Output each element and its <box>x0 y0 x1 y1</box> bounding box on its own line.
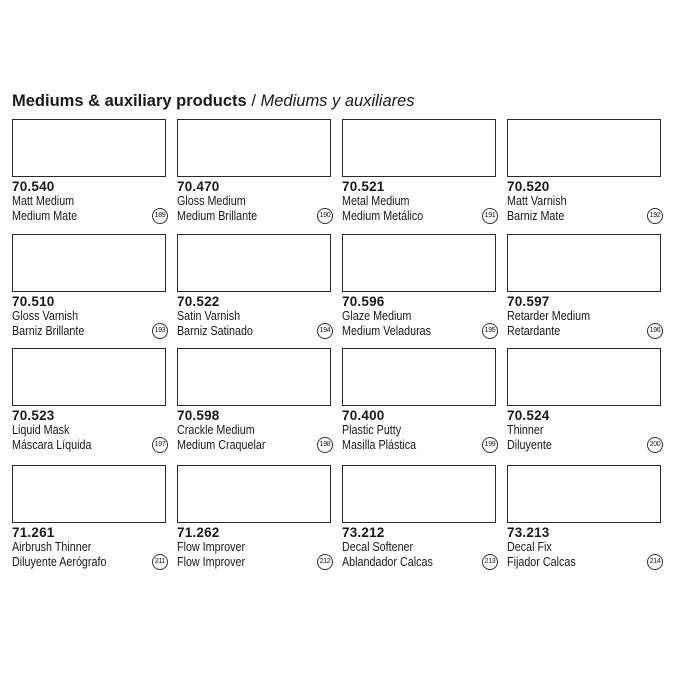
reference-number-badge: 211 <box>152 554 168 570</box>
product-name-english: Airbrush Thinner <box>12 540 92 554</box>
reference-number-badge: 189 <box>152 208 168 224</box>
product-name-english: Decal Softener <box>342 540 414 554</box>
product-name-spanish: Barniz Brillante <box>12 324 85 338</box>
color-swatch <box>177 348 331 406</box>
color-swatch <box>507 119 661 177</box>
product-name-spanish: Flow Improver <box>177 555 246 569</box>
product-code: 70.400 <box>342 408 385 423</box>
product-card <box>507 234 663 352</box>
product-name-spanish: Medium Veladuras <box>342 324 432 338</box>
product-name-english: Plastic Putty <box>342 423 402 437</box>
product-name-spanish: Diluyente Aerógrafo <box>12 555 107 569</box>
color-swatch <box>12 348 166 406</box>
product-name-english: Thinner <box>507 423 544 437</box>
product-code: 70.596 <box>342 294 385 309</box>
product-code: 70.524 <box>507 408 550 423</box>
reference-number-badge: 213 <box>482 554 498 570</box>
product-card <box>177 465 333 583</box>
product-card <box>177 119 333 237</box>
product-name-english: Decal Fix <box>507 540 552 554</box>
product-name-spanish: Retardante <box>507 324 561 338</box>
product-name-spanish: Ablandador Calcas <box>342 555 433 569</box>
product-name-spanish: Diluyente <box>507 438 552 452</box>
color-swatch <box>12 465 166 523</box>
product-card <box>507 119 663 237</box>
reference-number-badge: 198 <box>317 437 333 453</box>
product-name-english: Glaze Medium <box>342 309 412 323</box>
product-name-spanish: Medium Craquelar <box>177 438 266 452</box>
product-card <box>342 465 498 583</box>
reference-number-badge: 190 <box>317 208 333 224</box>
product-code: 70.540 <box>12 179 55 194</box>
color-swatch <box>342 465 496 523</box>
reference-number-badge: 193 <box>152 323 168 339</box>
heading-separator: / <box>246 92 261 110</box>
color-swatch <box>12 119 166 177</box>
heading-spanish: Mediums y auxiliares <box>260 92 415 110</box>
reference-number-badge: 214 <box>647 554 663 570</box>
reference-number-badge: 197 <box>152 437 168 453</box>
product-code: 70.470 <box>177 179 220 194</box>
product-card <box>507 465 663 583</box>
product-name-spanish: Barniz Mate <box>507 209 565 223</box>
reference-number-badge: 212 <box>317 554 333 570</box>
product-card <box>342 348 498 466</box>
product-name-english: Matt Medium <box>12 194 75 208</box>
product-code: 70.523 <box>12 408 55 423</box>
product-code: 70.520 <box>507 179 550 194</box>
color-swatch <box>342 119 496 177</box>
product-name-spanish: Medium Mate <box>12 209 78 223</box>
color-swatch <box>342 234 496 292</box>
product-card <box>507 348 663 466</box>
product-name-english: Satin Varnish <box>177 309 241 323</box>
product-code: 70.522 <box>177 294 220 309</box>
product-name-english: Liquid Mask <box>12 423 70 437</box>
product-name-english: Retarder Medium <box>507 309 591 323</box>
product-code: 73.212 <box>342 525 385 540</box>
reference-number-badge: 192 <box>647 208 663 224</box>
color-swatch <box>342 348 496 406</box>
color-swatch <box>507 234 661 292</box>
reference-number-badge: 194 <box>317 323 333 339</box>
product-name-spanish: Medium Metálico <box>342 209 424 223</box>
product-card <box>12 234 168 352</box>
reference-number-badge: 191 <box>482 208 498 224</box>
product-name-english: Matt Varnish <box>507 194 567 208</box>
product-name-english: Flow Improver <box>177 540 246 554</box>
product-name-english: Metal Medium <box>342 194 410 208</box>
product-name-spanish: Barniz Satinado <box>177 324 253 338</box>
product-code: 70.521 <box>342 179 385 194</box>
product-code: 70.510 <box>12 294 55 309</box>
product-card <box>12 119 168 237</box>
color-swatch <box>177 234 331 292</box>
product-card <box>177 234 333 352</box>
product-card <box>342 119 498 237</box>
color-swatch <box>507 348 661 406</box>
heading-english: Mediums & auxiliary products <box>12 92 247 110</box>
product-code: 70.597 <box>507 294 550 309</box>
product-code: 71.261 <box>12 525 55 540</box>
product-name-spanish: Masilla Plástica <box>342 438 417 452</box>
reference-number-badge: 199 <box>482 437 498 453</box>
product-name-spanish: Medium Brillante <box>177 209 258 223</box>
color-swatch <box>177 465 331 523</box>
product-name-spanish: Máscara Líquida <box>12 438 92 452</box>
product-card <box>342 234 498 352</box>
product-card <box>12 348 168 466</box>
product-name-english: Crackle Medium <box>177 423 255 437</box>
product-code: 73.213 <box>507 525 550 540</box>
reference-number-badge: 200 <box>647 437 663 453</box>
product-name-english: Gloss Varnish <box>12 309 79 323</box>
reference-number-badge: 195 <box>482 323 498 339</box>
product-code: 70.598 <box>177 408 220 423</box>
color-swatch <box>507 465 661 523</box>
product-card <box>12 465 168 583</box>
product-card <box>177 348 333 466</box>
product-code: 71.262 <box>177 525 220 540</box>
reference-number-badge: 196 <box>647 323 663 339</box>
color-swatch <box>177 119 331 177</box>
product-name-english: Gloss Medium <box>177 194 246 208</box>
color-swatch <box>12 234 166 292</box>
product-name-spanish: Fijador Calcas <box>507 555 576 569</box>
